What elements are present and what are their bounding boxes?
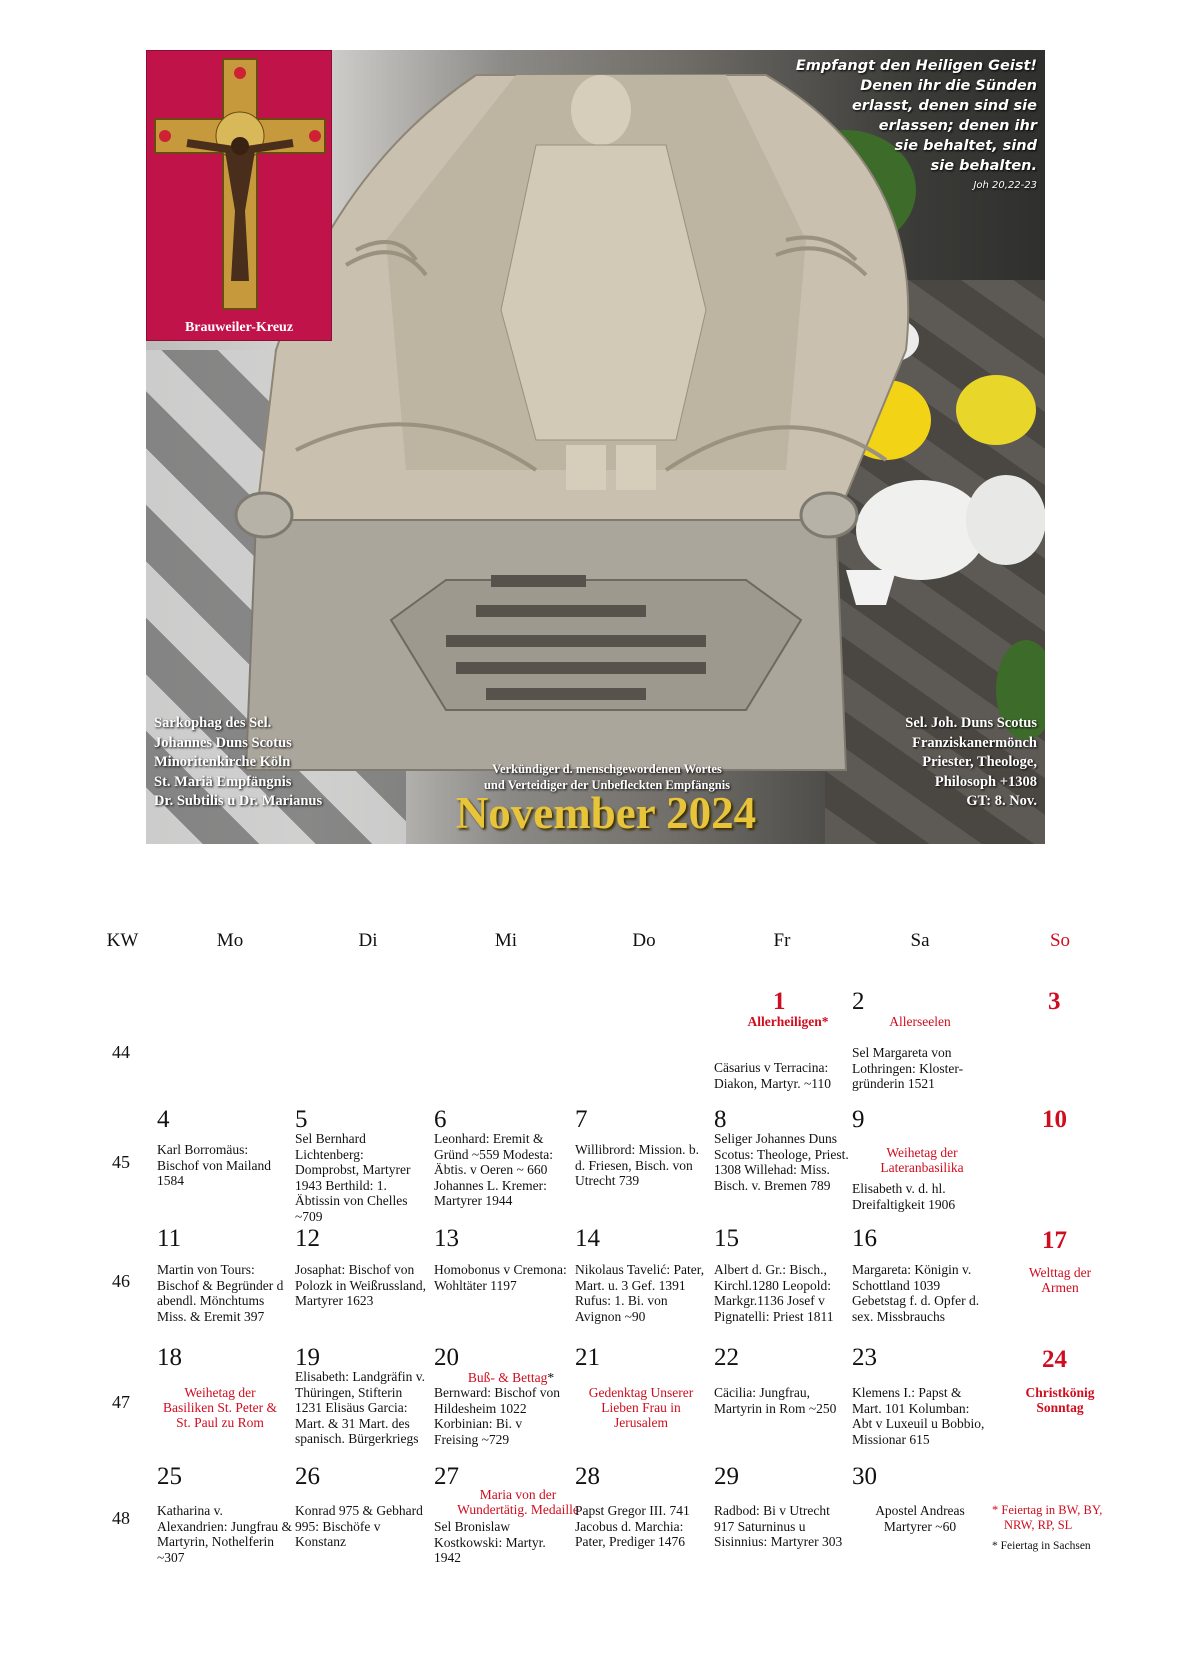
day-number: 21 bbox=[575, 1344, 600, 1371]
quote-line: Denen ihr die Sünden bbox=[860, 78, 1037, 94]
day-number: 9 bbox=[852, 1106, 865, 1133]
day-number: 23 bbox=[852, 1344, 877, 1371]
scripture-quote bbox=[772, 56, 1037, 196]
saint-entry: Konrad 975 & Gebhard 995: Bischöfe v Konstanz bbox=[295, 1503, 423, 1550]
footnote-line: * Feiertag in Sachsen bbox=[992, 1540, 1091, 1552]
quote-line: erlassen; denen ihr bbox=[878, 118, 1037, 134]
saint-entry: Elisabeth v. d. hl. Dreifaltigkeit 1906 bbox=[852, 1181, 956, 1212]
feast-label: Weihetag der Lateranbasilika bbox=[880, 1145, 964, 1175]
quote-line: erlasst, denen sind sie bbox=[851, 98, 1037, 114]
caption-line: Johannes Duns Scotus bbox=[154, 734, 292, 751]
day-number: 28 bbox=[575, 1463, 600, 1490]
header-di: Di bbox=[358, 930, 378, 951]
footnote-line: NRW, RP, SL bbox=[1004, 1518, 1073, 1532]
feast-label bbox=[456, 1370, 566, 1385]
saint-entry: Klemens I.: Papst & Mart. 101 Kolumban: Abt v Luxeuil u Bobbio, Missionar 615 bbox=[852, 1385, 985, 1447]
week-number: 46 bbox=[112, 1271, 130, 1291]
quote-reference: Joh 20,22-23 bbox=[973, 180, 1037, 191]
day-number: 8 bbox=[714, 1106, 727, 1133]
quote-line: Empfangt den Heiligen Geist! bbox=[795, 58, 1037, 74]
saint-entry: Papst Gregor III. 741 Jacobus d. Marchia: Pater, Prediger 1476 bbox=[575, 1503, 690, 1550]
caption-line: GT: 8. Nov. bbox=[966, 793, 1037, 809]
footnote-line: * Feiertag in BW, BY, bbox=[992, 1503, 1103, 1517]
header-sa: Sa bbox=[910, 930, 930, 951]
day-number: 1 bbox=[773, 988, 786, 1015]
caption-line: Sel. Joh. Duns Scotus bbox=[905, 715, 1037, 731]
feast-label: Gedenktag Unserer Lieben Frau in Jerusalem bbox=[588, 1385, 694, 1430]
saint-entry: Cäcilia: Jungfrau, Martyrin in Rom ~250 bbox=[714, 1385, 837, 1416]
quote-line: sie behaltet, sind bbox=[894, 138, 1037, 154]
caption-right bbox=[905, 714, 1037, 812]
day-number: 5 bbox=[295, 1106, 308, 1133]
caption-left bbox=[154, 714, 322, 812]
day-number: 24 bbox=[1042, 1346, 1067, 1373]
caption-line: Priester, Theologe, bbox=[922, 754, 1037, 770]
caption-line: Sarkophag des Sel. bbox=[154, 715, 272, 731]
saint-entry: Leonhard: Eremit & Gründ ~559 Modesta: Äbtis. v Oeren ~ 660 Johannes L. Kremer: Martyrer 1944 bbox=[434, 1131, 554, 1209]
day-number: 25 bbox=[157, 1463, 182, 1490]
saint-entry: Seliger Johannes Duns Scotus: Theologe, Priest. 1308 Willehad: Miss. Bisch. v. Bremen 789 bbox=[714, 1131, 849, 1193]
day-number: 17 bbox=[1042, 1227, 1067, 1254]
week-number: 45 bbox=[112, 1152, 130, 1172]
saint-entry: Homobonus v Cremona: Wohltäter 1197 bbox=[434, 1262, 567, 1293]
day-number: 16 bbox=[852, 1225, 877, 1252]
day-number: 6 bbox=[434, 1106, 447, 1133]
caption-line: Franziskanermönch bbox=[912, 734, 1037, 751]
week-number: 47 bbox=[112, 1392, 130, 1412]
day-number: 18 bbox=[157, 1344, 182, 1371]
feast-label: Welttag der Armen bbox=[1028, 1265, 1092, 1295]
saint-entry: Katharina v. Alexandrien: Jungfrau & Martyrin, Nothelferin ~307 bbox=[157, 1503, 292, 1565]
feast-text: Buß- & Bettag bbox=[467, 1370, 548, 1385]
day-number: 30 bbox=[852, 1463, 877, 1490]
saint-entry: Apostel Andreas Martyrer ~60 bbox=[875, 1503, 965, 1534]
day-number: 27 bbox=[434, 1463, 459, 1490]
feast-label: Maria von der Wundertätig. Medaille bbox=[457, 1487, 579, 1517]
header-do: Do bbox=[632, 930, 656, 951]
header-mi: Mi bbox=[494, 930, 518, 951]
saint-entry: Sel Bernhard Lichtenberg: Domprobst, Martyrer 1943 Berthild: 1. Äbtissin von Chelles ~709 bbox=[295, 1131, 411, 1224]
day-number: 20 bbox=[434, 1344, 459, 1371]
caption-line: Verkündiger d. menschgewordenen Wortes bbox=[492, 762, 722, 776]
saint-entry: Willibrord: Mission. b. d. Friesen, Bisch. von Utrecht 739 bbox=[575, 1142, 699, 1189]
feast-label: Christkönig Sonntag bbox=[1025, 1385, 1095, 1415]
feast-label: Allerheiligen* bbox=[747, 1014, 829, 1029]
feast-footnote-mark: * bbox=[547, 1370, 555, 1385]
day-number: 12 bbox=[295, 1225, 320, 1252]
saint-entry: Radbod: Bi v Utrecht 917 Saturninus u Sisinnius: Martyrer 303 bbox=[714, 1503, 843, 1550]
month-title: November 2024 bbox=[455, 788, 757, 838]
header-photo bbox=[146, 50, 1045, 844]
caption-line: und Verteidiger der Unbefleckten Empfängnis bbox=[483, 778, 731, 792]
day-number: 22 bbox=[714, 1344, 739, 1371]
week-number: 44 bbox=[112, 1042, 130, 1062]
caption-line: Dr. Subtilis u Dr. Marianus bbox=[154, 793, 323, 809]
footnotes bbox=[992, 1503, 1132, 1554]
day-number: 3 bbox=[1048, 988, 1061, 1015]
day-number: 10 bbox=[1042, 1106, 1067, 1133]
saint-entry: Sel Bronislaw Kostkowski: Martyr. 1942 bbox=[434, 1519, 546, 1566]
saint-entry: Martin von Tours: Bischof & Begründer d abendl. Mönchtums Miss. & Eremit 397 bbox=[157, 1262, 284, 1324]
saint-entry: Sel Margareta von Lothringen: Kloster-gründerin 1521 bbox=[852, 1045, 964, 1092]
feast-label: Allerseelen bbox=[889, 1014, 951, 1029]
saint-entry: Karl Borromäus: Bischof von Mailand 1584 bbox=[157, 1142, 271, 1189]
day-number: 4 bbox=[157, 1106, 170, 1133]
inset-caption: Brauweiler-Kreuz bbox=[184, 320, 294, 335]
header-mo: Mo bbox=[216, 930, 244, 951]
saint-entry: Margareta: Königin v. Schottland 1039 Gebetstag f. d. Opfer d. sex. Missbrauchs bbox=[852, 1262, 980, 1324]
quote-line: sie behalten. bbox=[930, 158, 1037, 174]
saint-entry: Albert d. Gr.: Bisch., Kirchl.1280 Leopold: Markgr.1136 Josef v Pignatelli: Priest 1811 bbox=[714, 1262, 834, 1324]
day-number: 14 bbox=[575, 1225, 600, 1252]
header-kw: KW bbox=[106, 930, 139, 951]
day-number: 15 bbox=[714, 1225, 739, 1252]
day-number: 26 bbox=[295, 1463, 320, 1490]
saint-entry: Josaphat: Bischof von Polozk in Weißrussland, Martyrer 1623 bbox=[295, 1262, 427, 1309]
day-number: 7 bbox=[575, 1106, 588, 1133]
caption-line: Philosoph +1308 bbox=[934, 773, 1037, 790]
caption-line: St. Mariä Empfängnis bbox=[154, 773, 292, 790]
caption-line: Minoritenkirche Köln bbox=[154, 754, 291, 770]
inset-cross-image bbox=[146, 50, 332, 341]
feast-label: Weihetag der Basiliken St. Peter & St. Paul zu Rom bbox=[163, 1385, 277, 1430]
saint-entry: Nikolaus Tavelić: Pater, Mart. u. 3 Gef. 1391 Rufus: 1. Bi. von Avignon ~90 bbox=[575, 1262, 705, 1324]
day-number: 19 bbox=[295, 1344, 320, 1371]
week-number: 48 bbox=[112, 1508, 130, 1528]
day-number: 11 bbox=[157, 1225, 182, 1252]
saint-entry: Elisabeth: Landgräfin v. Thüringen, Stifterin 1231 Elisäus Garcia: Mart. & 31 Mart. des spanisch. Bürgerkriegs bbox=[295, 1369, 425, 1447]
saint-entry: Cäsarius v Terracina: Diakon, Martyr. ~110 bbox=[714, 1060, 832, 1091]
header-so: So bbox=[1049, 930, 1071, 951]
day-number: 13 bbox=[434, 1225, 459, 1252]
header-fr: Fr bbox=[773, 930, 791, 951]
day-number: 2 bbox=[852, 988, 865, 1015]
cross-icon bbox=[147, 51, 333, 321]
saint-entry: Bernward: Bischof von Hildesheim 1022 Korbinian: Bi. v Freising ~729 bbox=[434, 1385, 560, 1447]
day-number: 29 bbox=[714, 1463, 739, 1490]
